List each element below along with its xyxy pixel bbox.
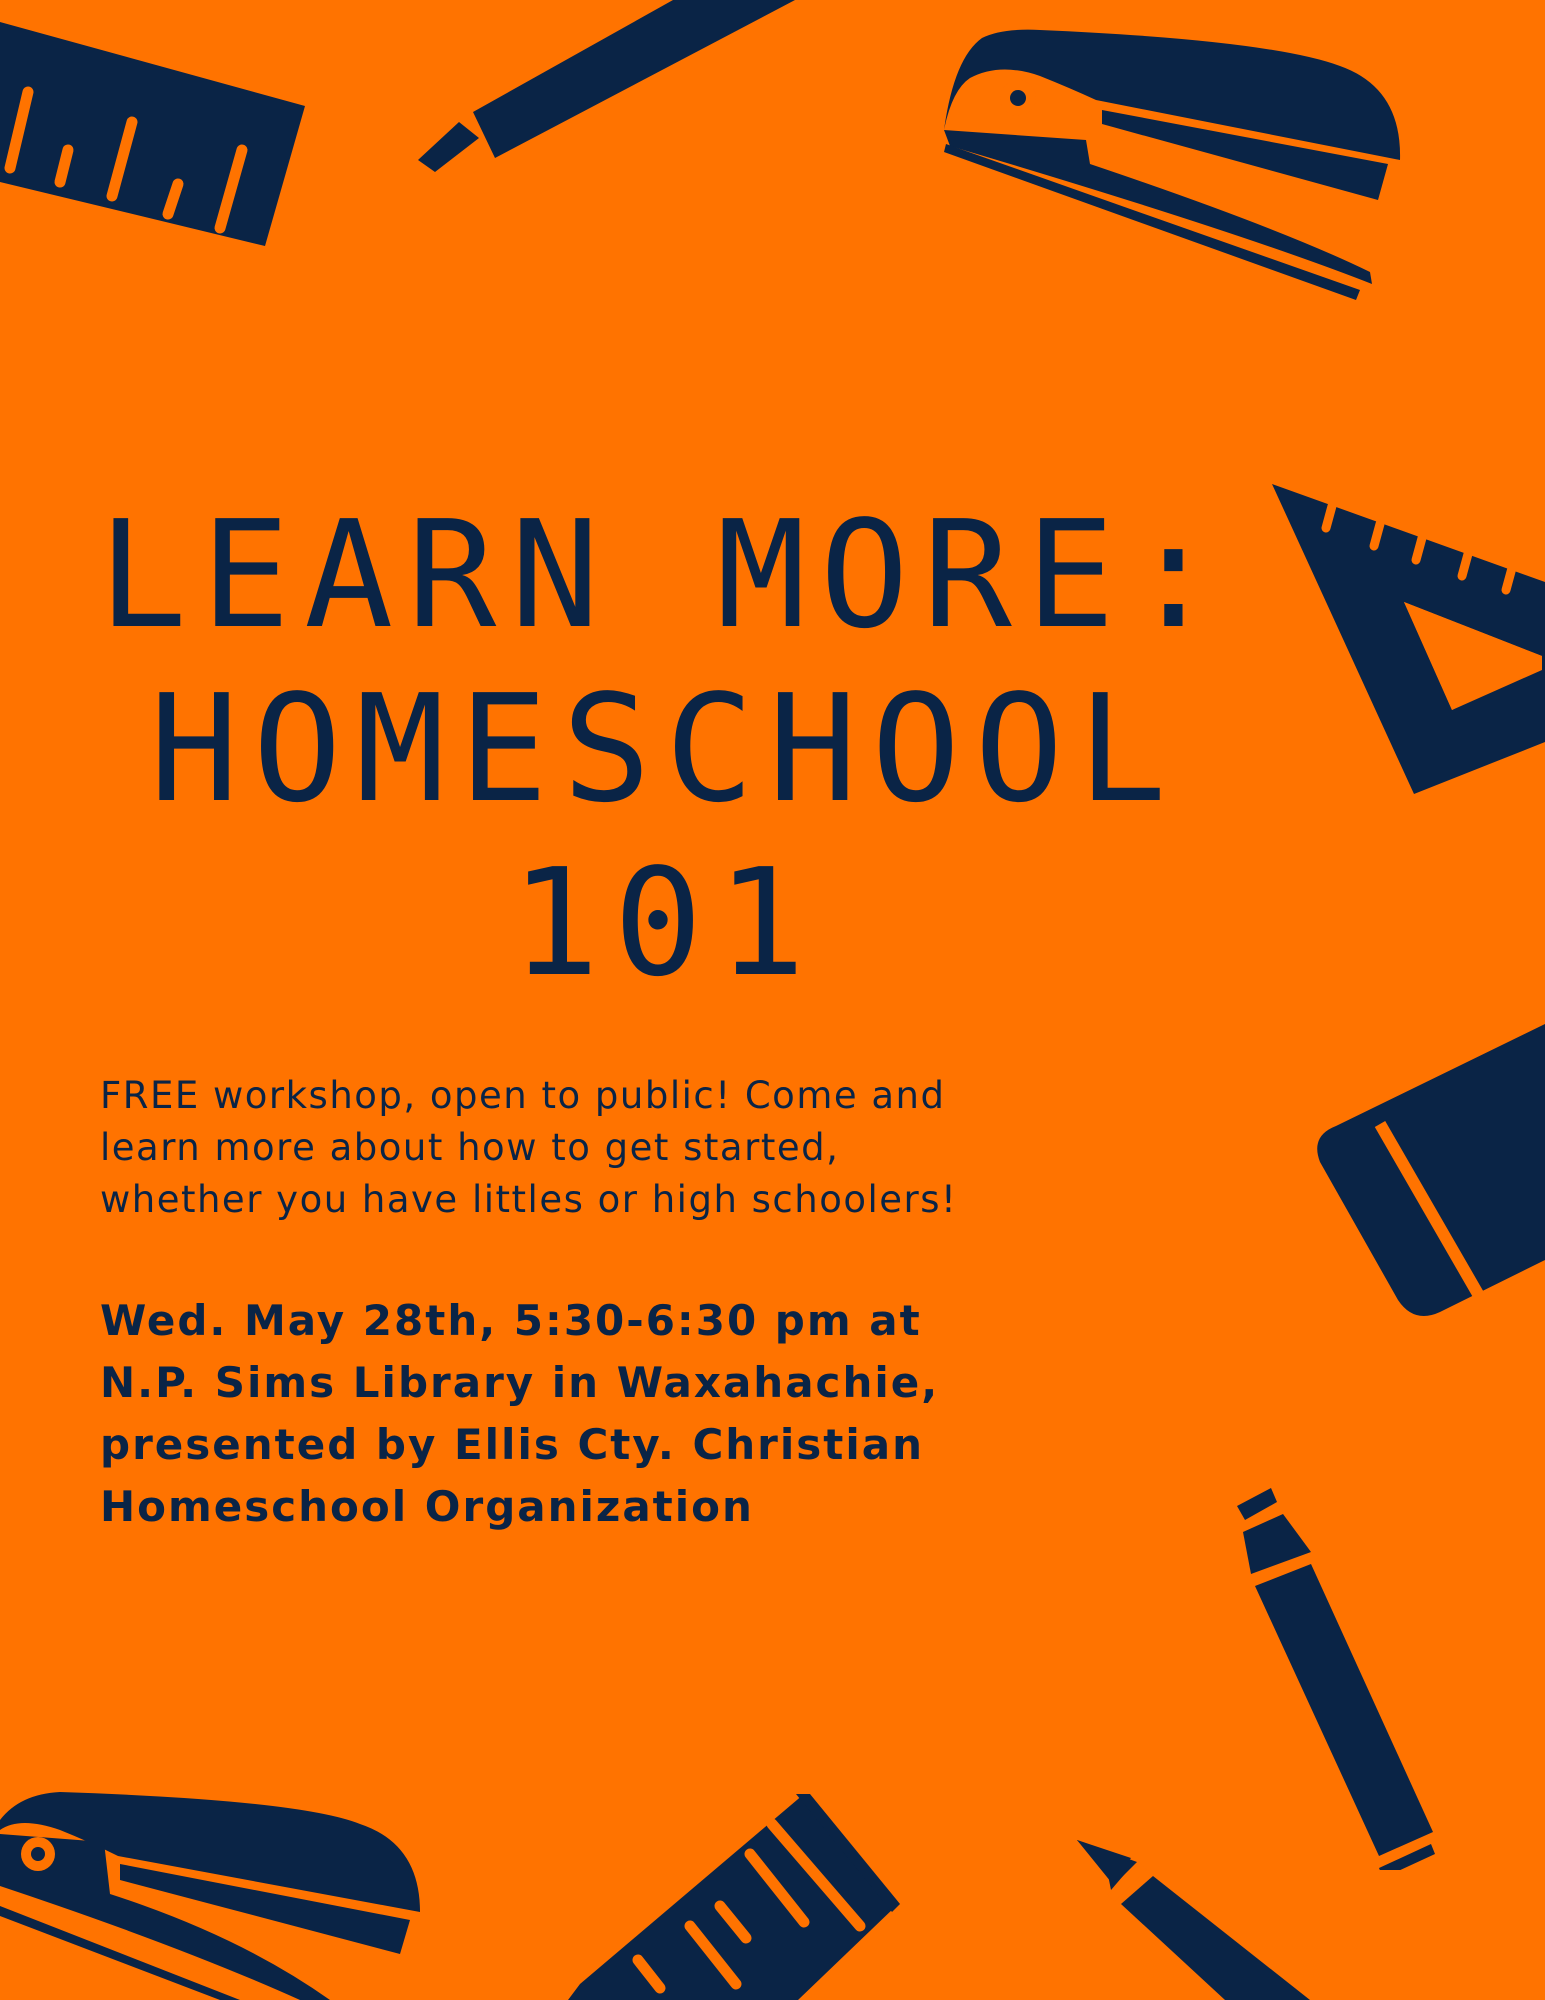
description (100, 1070, 1000, 1226)
pencil-icon (1075, 1840, 1310, 2000)
ruler-icon (560, 1794, 900, 2000)
headline (0, 488, 1330, 1010)
description-line-3: whether you have littles or high schoolers! (100, 1178, 958, 1221)
event-details-line-2: N.P. Sims Library in Waxahachie, (100, 1358, 940, 1407)
stapler-icon (940, 28, 1410, 308)
headline-line-2: HOMESCHOOL (149, 663, 1181, 835)
headline-line-3: 101 (510, 837, 820, 1009)
marker-icon (1225, 1480, 1450, 1870)
ruler-icon (0, 0, 320, 260)
event-details-line-3: presented by Ellis Cty. Christian (100, 1420, 925, 1469)
event-details-line-1: Wed. May 28th, 5:30-6:30 pm at (100, 1296, 922, 1345)
event-details-line-4: Homeschool Organization (100, 1482, 754, 1531)
eraser-icon (1310, 1024, 1545, 1328)
event-details (100, 1290, 1000, 1538)
stapler-icon (0, 1786, 425, 2000)
description-line-2: learn more about how to get started, (100, 1126, 840, 1169)
description-line-1: FREE workshop, open to public! Come and (100, 1074, 946, 1117)
pencil-icon (415, 0, 800, 180)
headline-line-1: LEARN MORE: (97, 489, 1233, 661)
